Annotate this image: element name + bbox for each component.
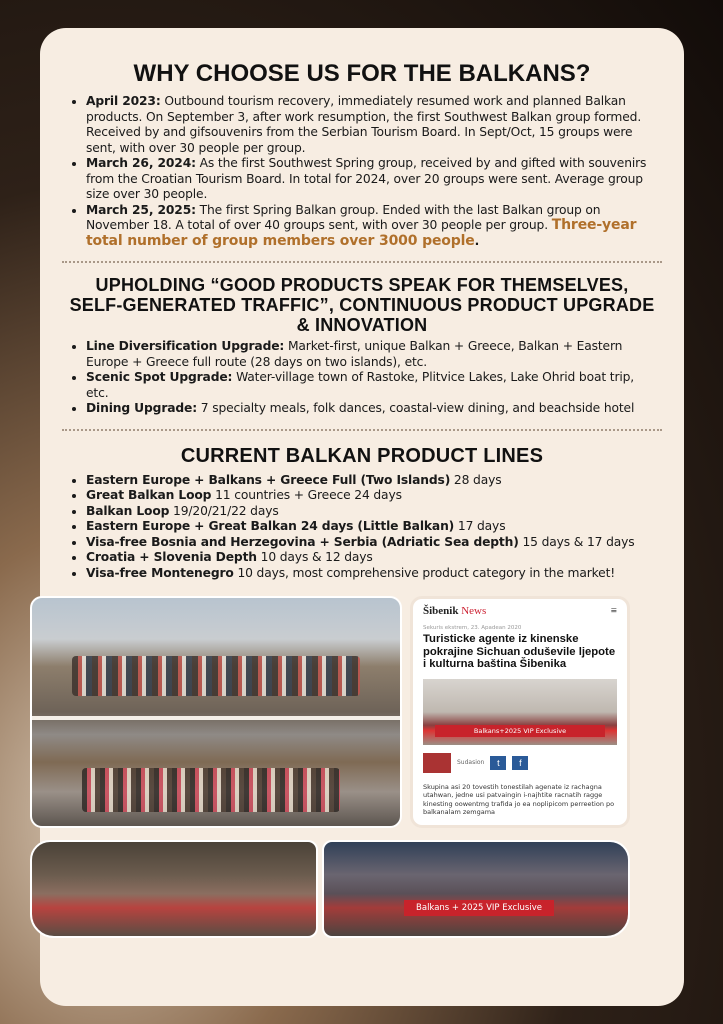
section-title-upgrades: UPHOLDING “GOOD PRODUCTS SPEAK FOR THEMSELVES, SELF-GENERATED TRAFFIC”, CONTINUOUS PRODUCT UPGRADE & INNOVATION (69, 275, 655, 335)
vip-banner: Balkans + 2025 VIP Exclusive (404, 900, 554, 916)
product-list (68, 473, 656, 582)
list-item: • March 26, 2024: As the first Southwest Spring group, received by and gifted with souvenirs from the Croatian Tourism Board. In total for 2024, over 20 groups were sent. Average group size over 30 people. (86, 156, 656, 203)
author-label: Sudasion (457, 759, 485, 767)
list-item: • Croatia + Slovenia Depth 10 days & 12 days (86, 550, 656, 566)
list-item: • Scenic Spot Upgrade: Water-village town of Rastoke, Plitvice Lakes, Lake Ohrid boat trip, etc. (86, 370, 656, 401)
facebook-icon: f (512, 756, 528, 770)
tour-group-photo (82, 768, 340, 812)
news-author-row (413, 745, 627, 773)
section-title-product-lines: CURRENT BALKAN PRODUCT LINES (180, 444, 544, 467)
news-body-text: Skupina asi 20 tovestih tonestilah agenate iz rachagna utahwan, jedne usi patvaingin i-najhtite racnatih ragge kinesting oowentmg trafida jo ea noplipicom perreetion po balkanalam zemgama (423, 782, 615, 817)
upgrade-list (68, 339, 656, 417)
avatar (423, 753, 451, 773)
list-item: • Great Balkan Loop 11 countries + Greece 24 days (86, 488, 656, 504)
list-item: • Visa-free Bosnia and Herzegovina + Serbia (Adriatic Sea depth) 15 days & 17 days (86, 535, 656, 551)
list-item: • Balkan Loop 19/20/21/22 days (86, 504, 656, 520)
group-photo-square (30, 596, 402, 828)
list-item: • Dining Upgrade: 7 specialty meals, folk dances, coastal-view dining, and beachside hotel (86, 401, 656, 417)
list-item: • April 2023: Outbound tourism recovery, immediately resumed work and planned Balkan products. On September 3, after work resumption, the first Southwest Balkan group formed. Received by and gifsouvenirs from the Serbian Tourism Board. In Sept/Oct, 15 groups were sent, with over 30 people per group. (86, 94, 656, 156)
dotted-divider (62, 429, 662, 431)
news-photo (423, 679, 617, 745)
twitter-icon: t (490, 756, 506, 770)
section-title-why-choose: WHY CHOOSE US FOR THE BALKANS? (133, 60, 591, 87)
news-site-logo: Šibenik News (423, 605, 487, 617)
news-date: Sekuris ekstrem, 23. Apadean 2020 (423, 625, 522, 631)
history-list (68, 94, 656, 249)
news-headline: Turisticke agente iz kinenske pokrajine Sichuan oduševile ljepote i kulturna baština Šibenika (423, 633, 616, 671)
tour-group-photo (72, 656, 360, 696)
list-item: • Line Diversification Upgrade: Market-first, unique Balkan + Greece, Balkan + Eastern Europe + Greece full route (28 days on two islands), etc. (86, 339, 656, 370)
list-item: • Eastern Europe + Balkans + Greece Full (Two Islands) 28 days (86, 473, 656, 489)
group-photo-indoor (30, 840, 318, 938)
news-article-screenshot (410, 596, 630, 828)
highlight-text: Three-year total number of group members over 3000 people (86, 217, 637, 249)
menu-icon: ≡ (610, 605, 617, 617)
dotted-divider (62, 261, 662, 263)
list-item: • Eastern Europe + Great Balkan 24 days (Little Balkan) 17 days (86, 519, 656, 535)
list-item: • Visa-free Montenegro 10 days, most comprehensive product category in the market! (86, 566, 656, 582)
photo-divider (32, 716, 400, 720)
list-item: • March 25, 2025: The first Spring Balkan group. Ended with the last Balkan group on November 18. A total of over 40 groups sent, with over 30 people per group. Three-year total number of group members over 3000 people. (86, 203, 656, 250)
news-banner: Balkans+2025 VIP Exclusive (435, 725, 605, 737)
group-photo-night (322, 840, 630, 938)
news-site-header (413, 599, 627, 619)
